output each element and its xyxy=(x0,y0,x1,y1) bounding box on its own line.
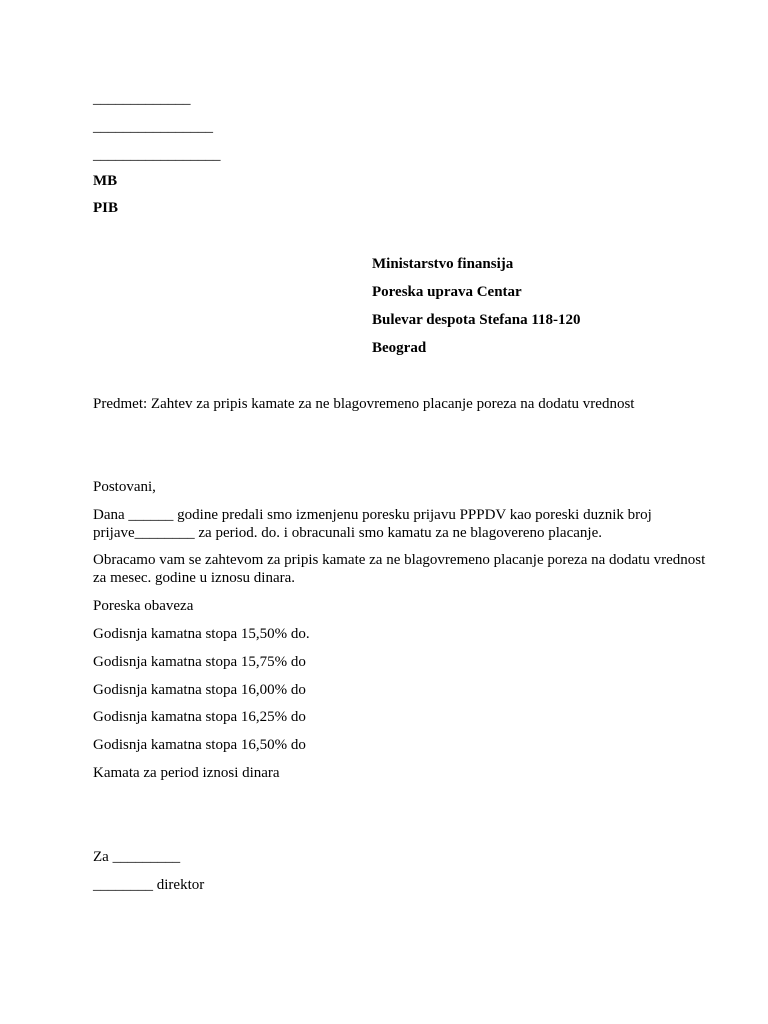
sender-blank-line-3: _________________ xyxy=(93,147,221,163)
signature-for-line: Za _________ xyxy=(93,849,181,865)
interest-rate-line: Godisnja kamatna stopa 16,25% do xyxy=(93,709,306,725)
interest-rate-line: Godisnja kamatna stopa 16,50% do xyxy=(93,737,306,753)
sender-blank-line-1: _____________ xyxy=(93,91,191,107)
recipient-ministry: Ministarstvo finansija xyxy=(372,256,514,272)
signature-director-line: ________ direktor xyxy=(93,877,205,893)
recipient-city: Beograd xyxy=(372,340,427,356)
tax-obligation-label: Poreska obaveza xyxy=(93,598,194,614)
interest-rate-line: Godisnja kamatna stopa 15,50% do. xyxy=(93,626,310,642)
interest-rate-line: Godisnja kamatna stopa 16,00% do xyxy=(93,682,306,698)
interest-total-line: Kamata za period iznosi dinara xyxy=(93,765,280,781)
sender-blank-line-2: ________________ xyxy=(93,119,213,135)
paragraph-request: Obracamo vam se zahtevom za pripis kamate za ne blagovremeno placanje poreza na dodatu vrednost za mesec. godine u iznosu dinara. xyxy=(93,552,706,586)
sender-mb-label: MB xyxy=(93,173,118,189)
paragraph-submission: Dana ______ godine predali smo izmenjenu poresku prijavu PPPDV kao poreski duznik broj prijave________ za period. do. i obracunali smo kamatu za ne blagovereno placanje. xyxy=(93,507,652,541)
greeting: Postovani, xyxy=(93,479,156,495)
subject-line: Predmet: Zahtev za pripis kamate za ne blagovremeno placanje poreza na dodatu vrednost xyxy=(93,396,635,412)
recipient-street-address: Bulevar despota Stefana 118-120 xyxy=(372,312,581,328)
sender-pib-label: PIB xyxy=(93,200,119,216)
interest-rate-line: Godisnja kamatna stopa 15,75% do xyxy=(93,654,306,670)
recipient-tax-office: Poreska uprava Centar xyxy=(372,284,522,300)
